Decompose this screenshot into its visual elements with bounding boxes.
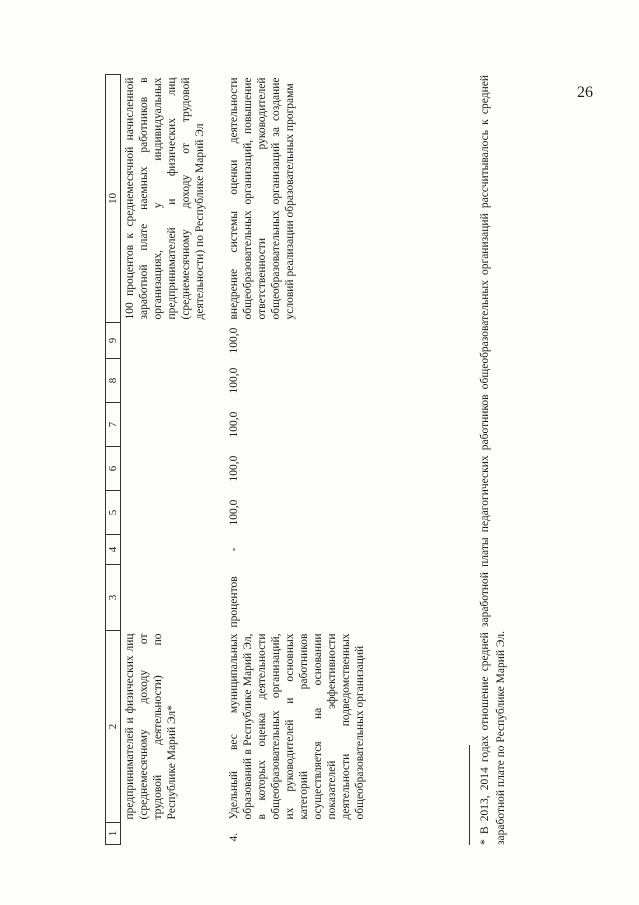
expected-result: внедрение системы оценки деятельности общеобразовательных организаций, повышение ответственности руководителей общеобразовательных организаций за создание условий реализации образовательных программ [228,77,296,320]
col-header: 2 [106,631,121,823]
value: 100,0 [228,327,240,354]
value [121,447,226,491]
col-header: 1 [106,823,121,845]
table-row [225,75,369,845]
footnote-divider [469,745,470,845]
value [121,323,226,359]
unit: процентов [228,576,240,628]
value: 100,0 [228,367,240,394]
indicators-table [105,74,369,845]
value: 100,0 [228,455,240,482]
col-header: 10 [106,75,121,323]
table-row [121,75,226,845]
page-number: 26 [577,84,593,101]
col-header: 8 [106,359,121,403]
header-row [106,75,121,845]
value: 100,0 [228,411,240,438]
footnote: * В 2013, 2014 годах отношение средней заработной платы педагогических работников общеобразовательных организаций рассчитывалось к средней заработной плате по Республике Марий Эл. [479,75,507,845]
unit [121,565,226,631]
value: 100,0 [228,499,240,526]
value [121,359,226,403]
value [121,403,226,447]
col-header: 9 [106,323,121,359]
expected-result: 100 процентов к среднемесячной начисленной заработной плате наемных работников в организациях, у индивидуальных предпринимателей и физических лиц (среднемесячному доходу от трудовой деятельности) по Республике Марий Эл [124,77,206,320]
value [121,491,226,535]
row-number [121,823,226,845]
col-header: 6 [106,447,121,491]
col-header: 5 [106,491,121,535]
row-number: 4. [228,832,240,842]
col-header: 4 [106,535,121,565]
value: - [228,547,240,552]
indicator-name: предпринимателей и физических лиц (среднемесячному доходу от трудовой деятельности) по Республике Марий Эл* [124,633,178,820]
rotated-table-area [85,75,555,845]
col-header: 7 [106,403,121,447]
value [121,535,226,565]
indicator-name: Удельный вес муниципальных образований в Республике Марий Эл, в которых оценка деятельности общеобразовательных организаций, их руководителей и основных категорий работников осуществляется на основании показателей эффективности деятельности подведомственных общеобразовательных организаций [228,633,366,820]
col-header: 3 [106,565,121,631]
